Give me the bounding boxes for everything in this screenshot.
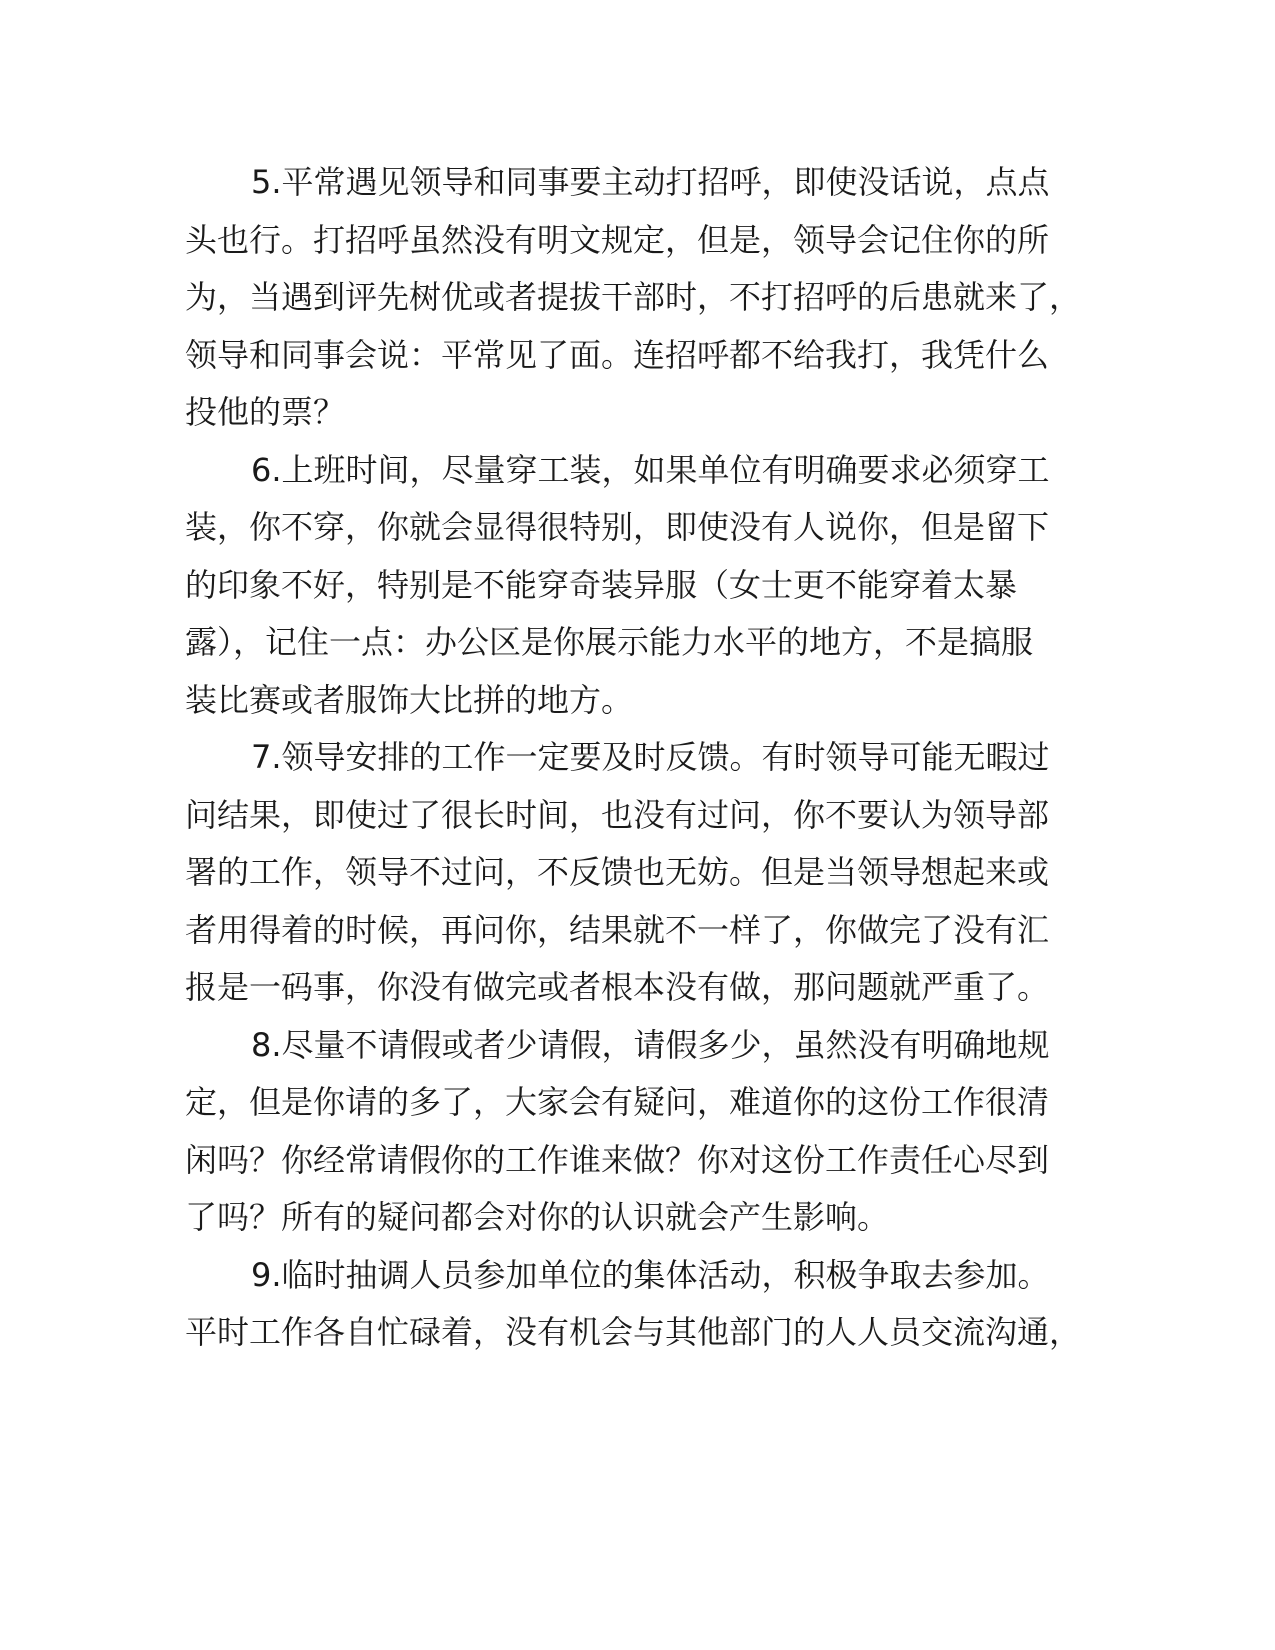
document-body [185,154,1105,1362]
paragraph-5 [185,154,1105,442]
paragraph-7 [185,729,1105,1017]
text-line: 报是一码事，你没有做完或者根本没有做，那问题就严重了。 [185,968,1050,1006]
text-line: 7.领导安排的工作一定要及时反馈。有时领导可能无暇过 [251,738,1050,776]
paragraph-6 [185,442,1105,730]
paragraph-8 [185,1017,1105,1247]
text-line: 装比赛或者服饰大比拼的地方。 [185,680,634,719]
text-line: 了吗？所有的疑问都会对你的认识就会产生影响。 [185,1198,890,1236]
text-line: 闲吗？你经常请假你的工作谁来做？你对这份工作责任心尽到 [185,1140,1050,1179]
text-line: 5.平常遇见领导和同事要主动打招呼，即使没话说，点点 [251,163,1050,201]
text-line: 定，但是你请的多了，大家会有疑问，难道你的这份工作很清 [185,1083,1050,1121]
paragraph-9 [185,1247,1105,1362]
text-line: 8.尽量不请假或者少请假，请假多少，虽然没有明确地规 [251,1025,1050,1064]
text-line: 者用得着的时候，再问你，结果就不一样了，你做完了没有汇 [185,910,1050,949]
text-line: 投他的票？ [185,393,346,431]
text-line: 领导和同事会说：平常见了面。连招呼都不给我打，我凭什么 [185,335,1050,374]
text-line: 装，你不穿，你就会显得很特别，即使没有人说你，但是留下 [185,508,1050,546]
text-line: 9.临时抽调人员参加单位的集体活动，积极争取去参加。 [251,1255,1050,1294]
text-line: 问结果，即使过了很长时间，也没有过问，你不要认为领导部 [185,795,1050,834]
text-line: 的印象不好，特别是不能穿奇装异服（女士更不能穿着太暴 [185,565,1018,604]
text-line: 露），记住一点：办公区是你展示能力水平的地方，不是搞服 [185,623,1034,661]
text-line: 平时工作各自忙碌着，没有机会与其他部门的人人员交流沟通， [185,1313,1082,1351]
text-line: 6.上班时间，尽量穿工装，如果单位有明确要求必须穿工 [251,450,1050,489]
text-line: 头也行。打招呼虽然没有明文规定，但是，领导会记住你的所 [185,220,1050,259]
text-line: 为，当遇到评先树优或者提拔干部时，不打招呼的后患就来了， [185,278,1082,316]
text-line: 署的工作，领导不过问，不反馈也无妨。但是当领导想起来或 [185,853,1050,891]
